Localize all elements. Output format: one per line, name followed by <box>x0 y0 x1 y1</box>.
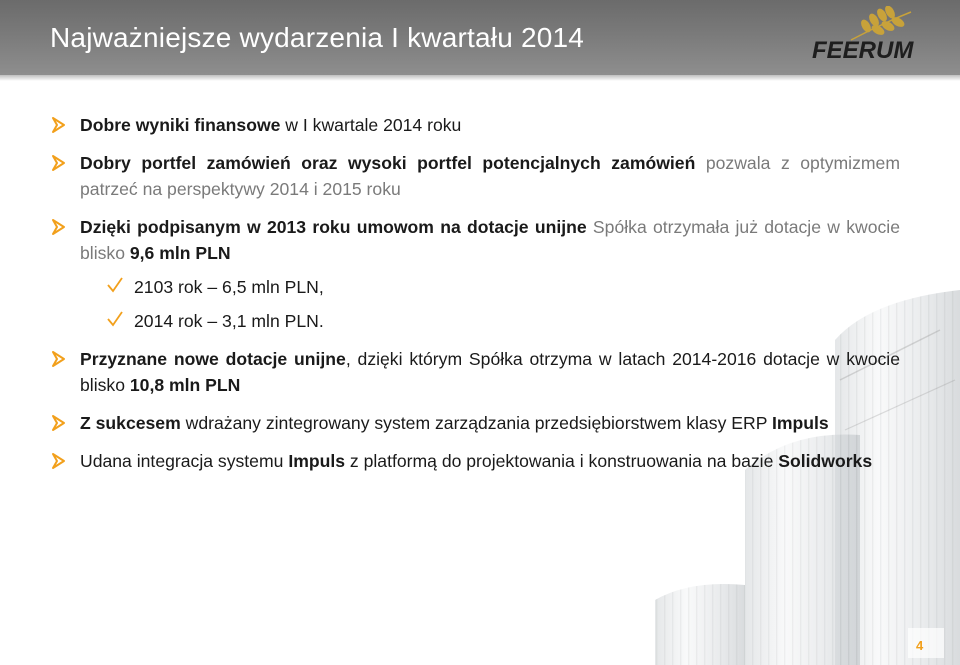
bullet-eu-subsidies-2013 <box>50 214 900 266</box>
subitem-2013 <box>50 274 900 300</box>
bullet-bold-text: Z sukcesem <box>80 413 181 433</box>
bullet-text: , dzięki którym Spółka otrzyma w latach 2014-2016 dotacje w kwocie blisko <box>80 349 900 395</box>
arrow-bullet-icon <box>50 218 68 236</box>
checkmark-icon <box>106 310 124 328</box>
bullet-text: w I kwartale 2014 roku <box>280 115 462 135</box>
feerum-logo <box>806 6 936 70</box>
subitem-text: 2014 rok – 3,1 mln PLN. <box>134 311 324 331</box>
header-shadow <box>0 75 960 81</box>
logo-text: FEERUM <box>812 37 914 64</box>
bullet-erp-system <box>50 410 900 436</box>
bullet-bold-name: Impuls <box>772 413 829 433</box>
bullet-text: pozwala z optymizmem patrzeć na perspektywy 2014 i 2015 roku <box>80 153 900 199</box>
bullet-financial-results <box>50 112 900 138</box>
arrow-bullet-icon <box>50 452 68 470</box>
arrow-bullet-icon <box>50 350 68 368</box>
bullet-new-eu-subsidies <box>50 346 900 398</box>
slide-title: Najważniejsze wydarzenia I kwartału 2014 <box>50 22 585 53</box>
arrow-bullet-icon <box>50 116 68 134</box>
bullet-bold-text: Impuls <box>288 451 346 471</box>
bullet-bold-text: Dobre wyniki finansowe <box>80 115 281 135</box>
bullet-list <box>50 112 900 474</box>
bullet-bold-name: Solidworks <box>778 451 873 471</box>
wheat-icon <box>851 6 911 40</box>
bullet-bold-amount: 10,8 mln PLN <box>129 375 241 395</box>
bullet-text: Udana integracja systemu <box>80 451 289 471</box>
subitem-text: 2103 rok – 6,5 mln PLN, <box>134 277 324 297</box>
bullet-order-portfolio <box>50 150 900 202</box>
bullet-text: Spółka otrzymała już dotacje w kwocie blisko <box>80 217 901 263</box>
bullet-bold-text: Dzięki podpisanym w 2013 roku umowom na dotacje unijne <box>80 217 587 237</box>
bullet-bold-amount: 9,6 mln PLN <box>129 243 231 263</box>
bullet-solidworks-integration <box>50 448 900 474</box>
subitem-2014 <box>50 308 900 334</box>
arrow-bullet-icon <box>50 414 68 432</box>
bullet-text: z platformą do projektowania i konstruowania na bazie <box>345 451 779 471</box>
page-number: 4 <box>916 638 924 653</box>
bullet-text: wdrażany zintegrowany system zarządzania przedsiębiorstwem klasy ERP <box>180 413 773 433</box>
arrow-bullet-icon <box>50 154 68 172</box>
page-number-box <box>908 628 944 658</box>
bullet-bold-text: Dobry portfel zamówień oraz wysoki portfel potencjalnych zamówień <box>80 153 696 173</box>
bullet-bold-text: Przyznane nowe dotacje unijne <box>80 349 346 369</box>
checkmark-icon <box>106 276 124 294</box>
